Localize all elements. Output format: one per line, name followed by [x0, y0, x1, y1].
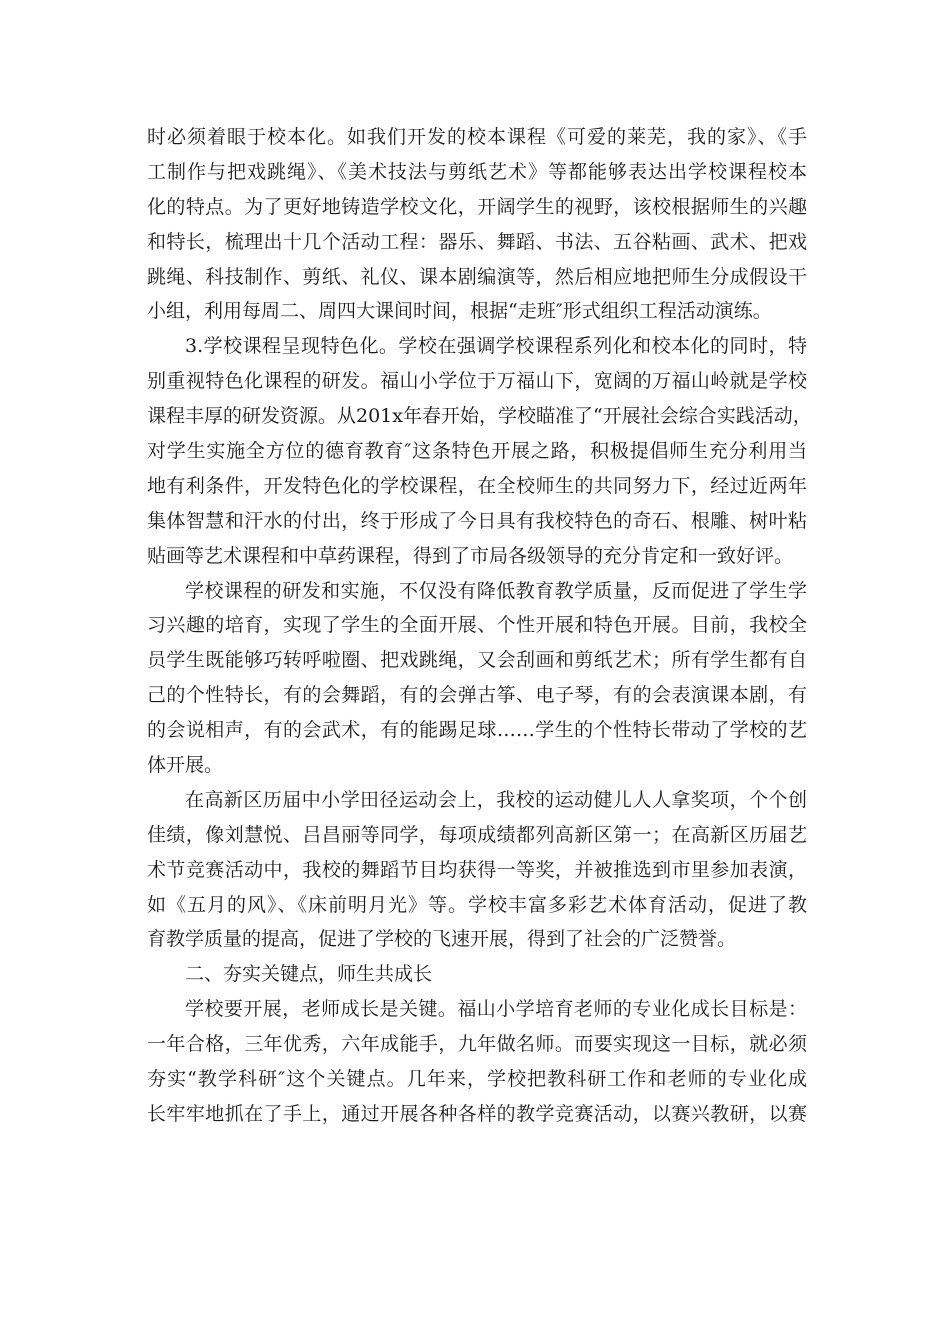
text-line: 别重视特色化课程的研发。福山小学位于万福山下，宽阔的万福山岭就是学校	[147, 370, 807, 393]
text-line: 跳绳、科技制作、剪纸、礼仪、课本剧编演等，然后相应地把师生分成假设干	[147, 265, 807, 288]
text-line: 如《五月的风》、《床前明月光》等。学校丰富多彩艺术体育活动，促进了教	[147, 893, 807, 916]
text-line: 二、夯实关键点，师生共成长	[185, 963, 433, 986]
body-text	[147, 120, 812, 1132]
text-line: 佳绩，像刘慧悦、吕昌丽等同学，每项成绩都列高新区第一；在高新区历届艺	[147, 823, 807, 846]
text-line: 地有利条件，开发特色化的学校课程，在全校师生的共同努力下，经过近两年	[147, 474, 807, 497]
text-line: 化的特点。为了更好地铸造学校文化，开阔学生的视野，该校根据师生的兴趣	[147, 195, 807, 218]
text-line: 术节竞赛活动中，我校的舞蹈节目均获得一等奖，并被推选到市里参加表演，	[147, 858, 807, 881]
text-line: 在高新区历届中小学田径运动会上，我校的运动健儿人人拿奖项，个个创	[185, 788, 807, 811]
text-line: 时必须着眼于校本化。如我们开发的校本课程《可爱的莱芜，我的家》、《手	[147, 126, 807, 148]
text-line: 贴画等艺术课程和中草药课程，得到了市局各级领导的充分肯定和一致好评。	[147, 544, 794, 567]
text-line: 学校要开展，老师成长是关键。福山小学培育老师的专业化成长目标是：	[185, 998, 807, 1021]
text-line: 员学生既能够巧转呼啦圈、把戏跳绳，又会刮画和剪纸艺术；所有学生都有自	[147, 649, 807, 672]
text-line: 集体智慧和汗水的付出，终于形成了今日具有我校特色的奇石、根雕、树叶粘	[147, 509, 807, 532]
text-line: 己的个性特长，有的会舞蹈，有的会弹古筝、电子琴，有的会表演课本剧，有	[147, 684, 807, 707]
text-line: 和特长，梳理出十几个活动工程：器乐、舞蹈、书法、五谷粘画、武术、把戏	[147, 230, 807, 253]
text-line: 对学生实施全方位的德育教育″这条特色开展之路，积极提倡师生充分利用当	[147, 440, 807, 463]
text-line: 夯实“教学科研″这个关键点。几年来，学校把教科研工作和老师的专业化成	[147, 1068, 807, 1091]
text-line: 课程丰厚的研发资源。从201x年春开始，学校瞄准了“开展社会综合实践活动，	[147, 405, 812, 428]
text-line: 长牢牢地抓在了手上，通过开展各种各样的教学竞赛活动，以赛兴教研，以赛	[147, 1102, 807, 1125]
text-line: 的会说相声，有的会武术，有的能踢足球……学生的个性特长带动了学校的艺	[147, 719, 807, 742]
text-line: 3.学校课程呈现特色化。学校在强调学校课程系列化和校本化的同时，特	[185, 335, 807, 358]
text-line: 工制作与把戏跳绳》、《美术技法与剪纸艺术》等都能够表达出学校课程校本	[147, 160, 807, 183]
text-line: 学校课程的研发和实施，不仅没有降低教育教学质量，反而促进了学生学	[185, 579, 807, 602]
text-line: 体开展。	[147, 754, 224, 777]
text-line: 一年合格，三年优秀，六年成能手，九年做名师。而要实现这一目标，就必须	[147, 1033, 807, 1056]
text-line: 习兴趣的培育，实现了学生的全面开展、个性开展和特色开展。目前，我校全	[147, 614, 807, 637]
text-line: 小组，利用每周二、周四大课间时间，根据“走班″形式组织工程活动演练。	[147, 300, 772, 323]
text-line: 育教学质量的提高，促进了学校的飞速开展，得到了社会的广泛赞誉。	[147, 928, 737, 951]
